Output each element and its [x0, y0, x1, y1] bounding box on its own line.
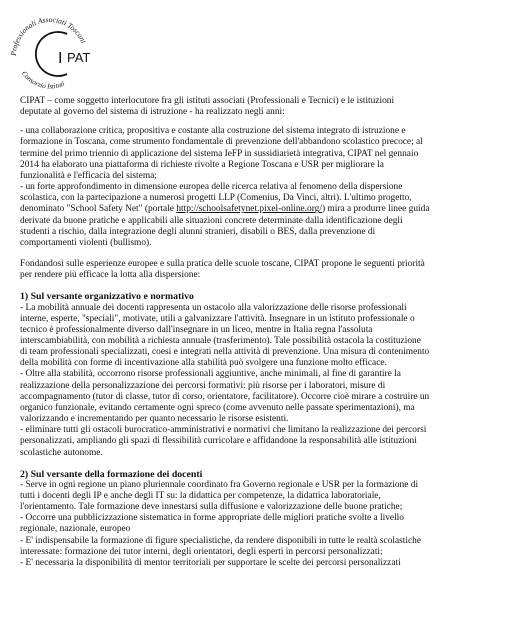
- achievement-item-2: [20, 182, 496, 249]
- text-line: valorizzando e incrementando per quanto necessario le risorse esistenti.: [20, 414, 289, 425]
- text-line: termine del primo triennio di applicazione del sistema IeFP in sussidiarietà integrativa, CIPAT nel gennaio: [20, 148, 419, 159]
- text-line: formazione in Toscana, come strumento fondamentale di prevenzione dell'abbandono scolastico precoce; al: [20, 137, 423, 148]
- logo-ring-text-bottom: Consorzio Istituti: [19, 69, 66, 91]
- text-line: della mobilità con forme di incentivazione alla stabilità può svolgere una funzione molto efficace.: [20, 358, 387, 369]
- text-line: realizzazione della personalizzazione dei percorsi formativi: più risorse per i laboratori, misure di: [20, 380, 386, 391]
- text-line: comportamenti violenti (bullismo).: [20, 237, 152, 248]
- text-line: interessate: formazione dei tutor interni, degli orientatori, degli esperti in percorsi personalizzati;: [20, 546, 383, 557]
- text-fragment: ) mira a produrre linee guida: [321, 204, 430, 215]
- text-line: studenti a rischio, dalla integrazione degli alunni stranieri, disabili o BES, dalla prevenzione di: [20, 226, 376, 237]
- text-line: organico funzionale, evitando certamente ogni spreco (come avvenuto nelle passate sperimentazioni), ma: [20, 402, 415, 413]
- intro-paragraph: [20, 96, 496, 118]
- text-line: - una collaborazione critica, propositiva e costante alla costruzione del sistema integrato di istruzione e: [20, 126, 406, 137]
- achievement-item-1: [20, 126, 496, 182]
- text-line: - eliminare tutti gli ostacoli burocratico-amministrativi e normativi che limitano la realizzazione dei percorsi: [20, 425, 427, 436]
- cipat-logo: [4, 4, 124, 100]
- document-body: [20, 96, 496, 569]
- text-line: - E' indispensabile la formazione di figure specialistiche, da rendere disponibili in tutte le realtà scolastiche: [20, 535, 422, 546]
- text-line: CIPAT – come soggetto interlocutore fra gli istituti associati (Professionali e Tecnici) e le istituzioni: [20, 96, 395, 106]
- text-line: tutti i docenti degli IP e anche degli IT su: la didattica per competenze, la didattica laboratoriale,: [20, 491, 381, 501]
- text-line: - Occorre una pubblicizzazione sistematica in forme appropriate delle migliori pratiche svolte a livello: [20, 513, 404, 524]
- logo-ring-text-top: Professionali Associati Toscani: [8, 14, 89, 57]
- text-line: l'orientamento. Tale formazione deve innestarsi sulla diffusione e valorizzazione delle buone pratiche;: [20, 502, 403, 513]
- school-safety-net-link[interactable]: http://schoolsafetynet.pixel-online.org/: [176, 204, 322, 215]
- text-line: scolastica, con la partecipazione a numerosi progetti LLP (Comenius, Da Vinci, altri). L'ultimo progetto,: [20, 193, 412, 204]
- text-line: per rendere più efficace la lotta alla dispersione:: [20, 270, 201, 281]
- text-line: interne, esperte, "speciali", motivate, utili a galvanizzare l'attività. Insegnare in un istituto professionale o: [20, 313, 415, 324]
- text-line: - Serve in ogni regione un piano pluriennale coordinato fra Governo regionale e USR per la formazione di: [20, 479, 419, 490]
- text-line: Fondandosi sulle esperienze europee e sulla pratica delle scuole toscane, CIPAT propone le seguenti priorità: [20, 259, 425, 270]
- section-heading: 1) Sul versante organizzativo e normativo: [20, 291, 194, 303]
- text-line: regionale, nazionale, europeo: [20, 524, 131, 535]
- text-line: deputate al governo del sistema di istruzione - ha realizzato negli anni:: [20, 107, 285, 118]
- text-line: - La mobilità annuale dei docenti rappresenta un ostacolo alla valorizzazione delle risorse professionali: [20, 302, 407, 313]
- text-fragment: denominato "School Safety Net" (portale: [20, 204, 177, 215]
- text-line: funzionalità e l'efficacia del sistema;: [20, 170, 157, 181]
- section-heading: 2) Sul versante della formazione dei docenti: [20, 468, 203, 480]
- text-line: - un forte approfondimento in dimensione europea delle ricerca relativa al fenomeno della dispersione: [20, 182, 403, 193]
- text-line: [20, 204, 496, 215]
- text-line: scolastiche autonome.: [20, 447, 103, 458]
- text-line: 2014 ha elaborato una piattaforma di richieste rivolte a Regione Toscana e USR per migliorare la: [20, 159, 384, 170]
- logo-letter-i: I: [58, 50, 63, 67]
- section-teacher-training: [20, 469, 496, 569]
- text-line: accompagnamento (tutor di classe, tutor di corso, orientatore, facilitatore). Occorre cioè mirare a costruire un: [20, 391, 430, 402]
- proposal-paragraph: [20, 259, 496, 281]
- text-line: personalizzati, ampliando gli spazi di flessibilità curricolare e affidandone la responsabilità alle istituzioni: [20, 436, 417, 447]
- section-organizational: [20, 291, 496, 458]
- text-line: derivate da buone pratiche e applicabili alle situazioni concrete determinate dalla identificazione degli: [20, 215, 403, 226]
- logo-wordmark-pat: PAT: [67, 50, 91, 65]
- text-line: - E' necessaria la disponibilità di mentor territoriali per supportare le scelte dei percorsi personalizzati: [20, 557, 401, 568]
- text-line: di team professionali specializzati, coesi e integrati nella attività di prevenzione. Una misura di contenimento: [20, 347, 430, 358]
- text-line: interscambiabilità, con mobilità a richiesta annuale (trasferimento). Tale possibilità ostacola la costituzione: [20, 335, 421, 346]
- text-line: - Oltre alla stabilità, occorrono risorse professionali aggiuntive, anche minimali, al fine di garantire la: [20, 369, 401, 380]
- text-line: tecnico è professionalmente diverso dall'insegnare in un liceo, mentre in Italia regna l'assoluta: [20, 324, 373, 335]
